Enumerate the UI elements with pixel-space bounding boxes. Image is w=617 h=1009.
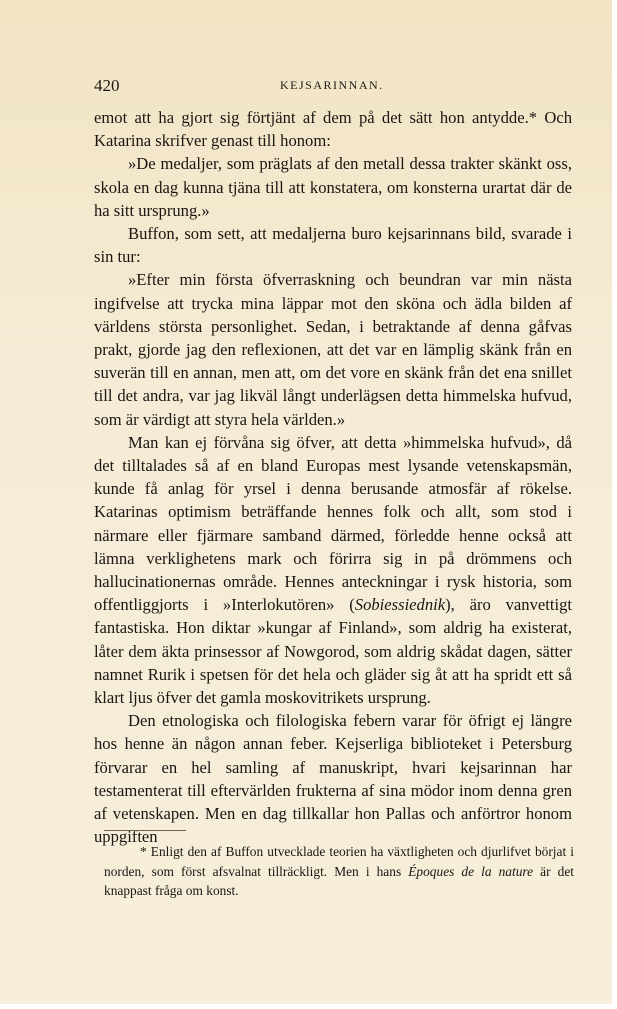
paragraph-1-text: emot att ha gjort sig förtjänt af dem på det sätt hon antydde.: [94, 108, 529, 127]
footnote-italic-title: Époques de la nature: [408, 863, 534, 879]
paragraph-2: »De medaljer, som präglats af den metall dessa trakter skänkt oss, skola en dag kunna tjäna till att konstatera, om konsterna urartat där de ha sitt ursprung.»: [94, 154, 572, 220]
footnote-text: Enligt den af Buffon utvecklade teorien ha växtligheten och djurlifvet börjat i norden, som först afsvalnat tillräckligt. Men i hans: [104, 844, 574, 879]
paragraph-5-text: Man kan ej förvåna sig öfver, att detta »himmelska hufvud», då det tilltalades så af en bland Europas mest lysande vetenskapsmän, kunde få anlag för yrsel i denna berusande atmosfär af rökelse. Katarinas optimism beträffande hennes folk och allt, som stod i närmare eller fjärmare samband därmed, förledde henne också att lämna verklighetens mark och förirra sig in på drömmens och hallucinationernas område. Hennes anteckningar i rysk historia, som offentliggjorts i »Interlokutören» (: [94, 432, 572, 615]
footnote: [104, 842, 574, 901]
running-title: KEJSARINNAN.: [280, 78, 384, 92]
paragraph-1-continuation: Och Katarina skrifver genast till honom:: [94, 108, 573, 151]
paragraph-3: Buffon, som sett, att medaljerna buro kejsarinnans bild, svarade i sin tur:: [94, 224, 572, 267]
footnote-divider: [104, 830, 186, 831]
footnote-paragraph: [104, 842, 574, 901]
footnote-marker: *: [140, 844, 147, 859]
page-number: 420: [94, 76, 120, 95]
paragraph-5: [94, 431, 572, 709]
italic-title: Sobiessiednik: [354, 595, 446, 615]
footnote-reference: *: [528, 108, 538, 127]
running-head: [0, 76, 612, 98]
paragraph-4: »Efter min första öfverraskning och beundran var min nästa ingifvelse att trycka mina läppar mot den sköna och ädla bilden af världens största personlighet. Sedan, i betraktande af denna gåfvas prakt, gjorde jag den reflexionen, att det var en lämplig skänk från en suverän till en annan, men att, om det vore en skänk från det ena snillet till det andra, var jag likväl långt underlägsen detta himmelska hufvud, som är värdigt att styra hela världen.»: [94, 270, 572, 429]
main-text: [94, 106, 572, 849]
footnote-continuation: är det knappast fråga om konst.: [104, 863, 574, 899]
paragraph-1: [94, 106, 572, 152]
paragraph-5-continuation: ), äro vanvettigt fantastiska. Hon diktar »kungar af Finland», som aldrig ha existerat, låter dem äkta prinsessor af Nowgorod, som aldrig skådat dagen, sätter namnet Rurik i spetsen för det hela och gläder sig åt att ha spridt ett så klart ljus öfver det gamla moskovitrikets ursprung.: [94, 595, 572, 708]
paragraph-6: Den etnologiska och filologiska febern varar för öfrigt ej längre hos henne än någon annan feber. Kejserliga biblioteket i Petersburg förvarar en hel samling af manuskript, hvari kejsarinnan har testamenterat till eftervärlden frukterna af sina mödor inom denna gren af vetenskapen. Men en dag tillkallar hon Pallas och anförtror honom uppgiften: [94, 711, 572, 847]
